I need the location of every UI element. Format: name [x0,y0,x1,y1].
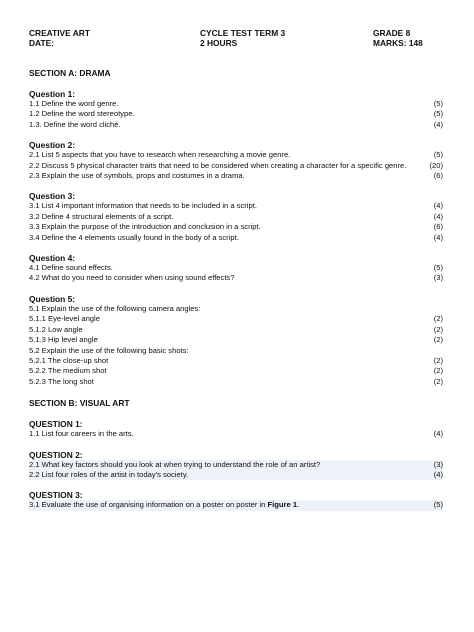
question-heading: Question 2: [29,140,76,151]
header-subject: CREATIVE ART [29,28,90,38]
marks: (3) [433,273,443,283]
question-heading: Question 3: [29,191,76,202]
marks: (5) [433,500,443,510]
marks: (5) [433,109,443,119]
question-item: 5.1.3 Hip level angle (2) [29,335,443,345]
question-item: 5.2.2 The medium shot (2) [29,366,443,376]
question-item: 2.1 What key factors should you look at when trying to understand the role of an artist? (3) [29,459,443,469]
header-grade: GRADE 8 [373,28,411,38]
question-heading: Question 1: [29,89,76,99]
marks: (4) [433,429,443,439]
question-item: 2.1 List 5 aspects that you have to research when researching a movie genre. (5) [29,150,443,160]
marks: (6) [433,171,443,181]
marks: (2) [433,376,443,386]
header-duration: 2 HOURS [200,38,238,48]
marks: (2) [433,355,443,365]
marks: (20) [429,160,443,170]
question-item: 5.1.2 Low angle (2) [29,324,443,334]
marks: (2) [433,324,443,334]
header-date: DATE: [29,38,54,48]
marks: (3) [433,459,443,469]
marks: (4) [433,201,443,211]
question-item: 3.4 Define the 4 elements usually found in the body of a script. (4) [29,232,443,242]
marks: (4) [433,232,443,242]
question-item: 1.2 Define the word stereotype. (5) [29,109,443,119]
marks: (4) [433,211,443,221]
figure-reference: Figure 1 [267,500,298,510]
header-test: CYCLE TEST TERM 3 [200,28,286,38]
question-item: 4.1 Define sound effects. (5) [29,263,443,273]
question-item: 1.1 List four careers in the arts. (4) [29,429,443,439]
marks: (5) [433,150,443,160]
question-heading: QUESTION 1: [29,419,83,430]
question-heading: Question 4: [29,253,76,264]
header-row-2 [29,38,443,58]
header-marks: MARKS: 148 [373,38,423,48]
question-item: 5.2.1 The close-up shot (2) [29,355,443,365]
question-heading: Question 5: [29,293,76,304]
question-item: 5.2.3 The long shot (2) [29,376,443,386]
question-item: 4.2 What do you need to consider when using sound effects? (3) [29,273,443,283]
marks: (5) [433,263,443,273]
question-item: 5.2 Explain the use of the following basic shots: [29,345,189,355]
question-item: 3.2 Define 4 structural elements of a script. (4) [29,211,443,221]
question-item: 2.2 Discuss 5 physical character traits that need to be considered when creating a character for a specific genre. (20) [29,160,443,170]
question-item: 5.1.1 Eye-level angle (2) [29,314,443,324]
section-a-title: SECTION A: DRAMA [29,68,111,78]
section-b-title: SECTION B: VISUAL ART [29,398,130,409]
test-paper [29,28,443,511]
marks: (5) [433,99,443,108]
marks: (4) [433,119,443,129]
question-item: 5.1 Explain the use of the following camera angles: [29,303,201,313]
marks: (4) [433,469,443,479]
marks: (2) [433,314,443,324]
question-heading: QUESTION 2: [29,449,83,460]
marks: (2) [433,335,443,345]
marks: (6) [433,222,443,232]
question-item: 3.3 Explain the purpose of the introduction and conclusion in a script. (6) [29,222,443,232]
question-item: 3.1 List 4 important information that needs to be included in a script. (4) [29,201,443,211]
marks: (2) [433,366,443,376]
question-item: 3.1 Evaluate the use of organising information on a poster on poster in Figure 1. (5) [29,500,443,510]
question-item: 2.3 Explain the use of symbols, props and costumes in a drama. (6) [29,171,443,181]
question-heading: QUESTION 3: [29,490,83,501]
question-item: 1.3. Define the word cliché. (4) [29,119,443,129]
question-item: 2.2 List four roles of the artist in today's society. (4) [29,469,443,479]
question-item: 1.1 Define the word genre. (5) [29,99,443,108]
